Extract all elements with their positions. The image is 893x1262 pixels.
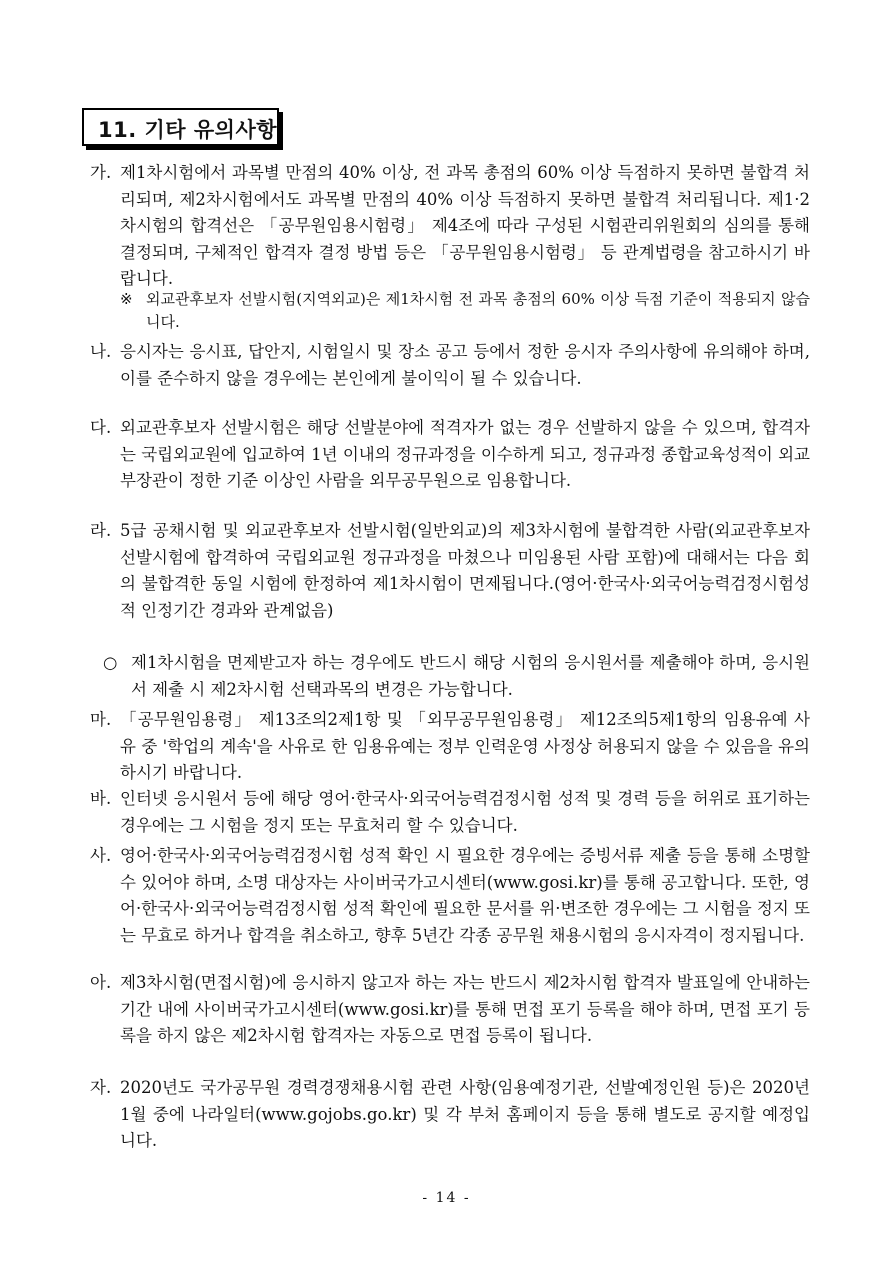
sub-item-ra: [103, 650, 810, 703]
list-marker: 가.: [90, 163, 112, 182]
section-title: 11. 기타 유의사항: [98, 118, 278, 142]
list-item-na: [90, 339, 810, 392]
list-item-ma: [90, 707, 810, 787]
list-marker: 사.: [90, 846, 112, 865]
sub-item-text: 제1차시험을 면제받고자 하는 경우에도 반드시 해당 시험의 응시원서를 제출해야 하며, 응시원서 제출 시 제2차시험 선택과목의 변경은 가능합니다.: [131, 653, 810, 699]
list-marker: 다.: [90, 418, 112, 437]
list-item-a: [90, 970, 810, 1050]
note-text: 외교관후보자 선발시험(지역외교)은 제1차시험 전 과목 총점의 60% 이상 득점 기준이 적용되지 않습니다.: [146, 290, 810, 331]
page-number: - 14 -: [422, 1190, 471, 1206]
list-item-text: 제1차시험에서 과목별 만점의 40% 이상, 전 과목 총점의 60% 이상 득점하지 못하면 불합격 처리되며, 제2차시험에서도 과목별 만점의 40% 이상 득점하지 못하면 불합격 처리됩니다. 제1·2차시험의 합격선은 「공무원임용시험령」 제4조에 따라 구성된 시험관리위원회의 심의를 통해 결정되며, 구체적인 합격자 결정 방법 등은 「공무원임용시험령」 등 관계법령을 참고하시기 바랍니다.: [120, 163, 810, 288]
list-item-text: 「공무원임용령」 제13조의2제1항 및 「외무공무원임용령」 제12조의5제1항의 임용유예 사유 중 '학업의 계속'을 사유로 한 임용유예는 정부 인력운영 사정상 허용되지 않을 수 있음을 유의하시기 바랍니다.: [120, 710, 810, 782]
list-item-ja: [90, 1075, 810, 1155]
note-ga: [120, 288, 810, 334]
list-item-text: 외교관후보자 선발시험은 해당 선발분야에 적격자가 없는 경우 선발하지 않을 수 있으며, 합격자는 국립외교원에 입교하여 1년 이내의 정규과정을 이수하게 되고, 정규과정 종합교육성적이 외교부장관이 정한 기준 이상인 사람을 외무공무원으로 임용합니다.: [120, 418, 810, 490]
list-marker: 나.: [90, 342, 112, 361]
list-item-text: 영어·한국사·외국어능력검정시험 성적 확인 시 필요한 경우에는 증빙서류 제출 등을 통해 소명할 수 있어야 하며, 소명 대상자는 사이버국가고시센터(www.gosi.kr)를 통해 공고합니다. 또한, 영어·한국사·외국어능력검정시험 성적 확인에 필요한 문서를 위·변조한 경우에는 그 시험을 정지 또는 무효로 하거나 합격을 취소하고, 향후 5년간 각종 공무원 채용시험의 응시자격이 정지됩니다.: [120, 846, 810, 945]
list-item-text: 인터넷 응시원서 등에 해당 영어·한국사·외국어능력검정시험 성적 및 경력 등을 허위로 표기하는 경우에는 그 시험을 정지 또는 무효처리 할 수 있습니다.: [120, 789, 810, 835]
section-heading-box: [82, 108, 279, 146]
list-marker: 라.: [90, 521, 112, 540]
list-item-ba: [90, 786, 810, 839]
note-marker: ※: [120, 290, 133, 308]
list-item-text: 응시자는 응시표, 답안지, 시험일시 및 장소 공고 등에서 정한 응시자 주의사항에 유의해야 하며, 이를 준수하지 않을 경우에는 본인에게 불이익이 될 수 있습니다.: [120, 342, 810, 388]
list-item-text: 5급 공채시험 및 외교관후보자 선발시험(일반외교)의 제3차시험에 불합격한 사람(외교관후보자 선발시험에 합격하여 국립외교원 정규과정을 마쳤으나 미임용된 사람 포함)에 대해서는 다음 회의 불합격한 동일 시험에 한정하여 제1차시험이 면제됩니다.(영어·한국사·외국어능력검정시험성적 인정기간 경과와 관계없음): [120, 521, 810, 620]
list-marker: 아.: [90, 973, 112, 992]
list-item-ra: [90, 518, 810, 624]
list-item-text: 제3차시험(면접시험)에 응시하지 않고자 하는 자는 반드시 제2차시험 합격자 발표일에 안내하는 기간 내에 사이버국가고시센터(www.gosi.kr)를 통해 면접 포기 등록을 해야 하며, 면접 포기 등록을 하지 않은 제2차시험 합격자는 자동으로 면접 등록이 됩니다.: [120, 973, 810, 1045]
list-marker: 자.: [90, 1078, 112, 1097]
sub-marker: ○: [103, 653, 118, 672]
list-marker: 바.: [90, 789, 112, 808]
list-item-sa: [90, 843, 810, 949]
list-marker: 마.: [90, 710, 112, 729]
list-item-text: 2020년도 국가공무원 경력경쟁채용시험 관련 사항(임용예정기관, 선발예정인원 등)은 2020년 1월 중에 나라일터(www.gojobs.go.kr) 및 각 부처 홈페이지 등을 통해 별도로 공지할 예정입니다.: [120, 1078, 810, 1150]
list-item-da: [90, 415, 810, 495]
list-item-ga: [90, 160, 810, 293]
